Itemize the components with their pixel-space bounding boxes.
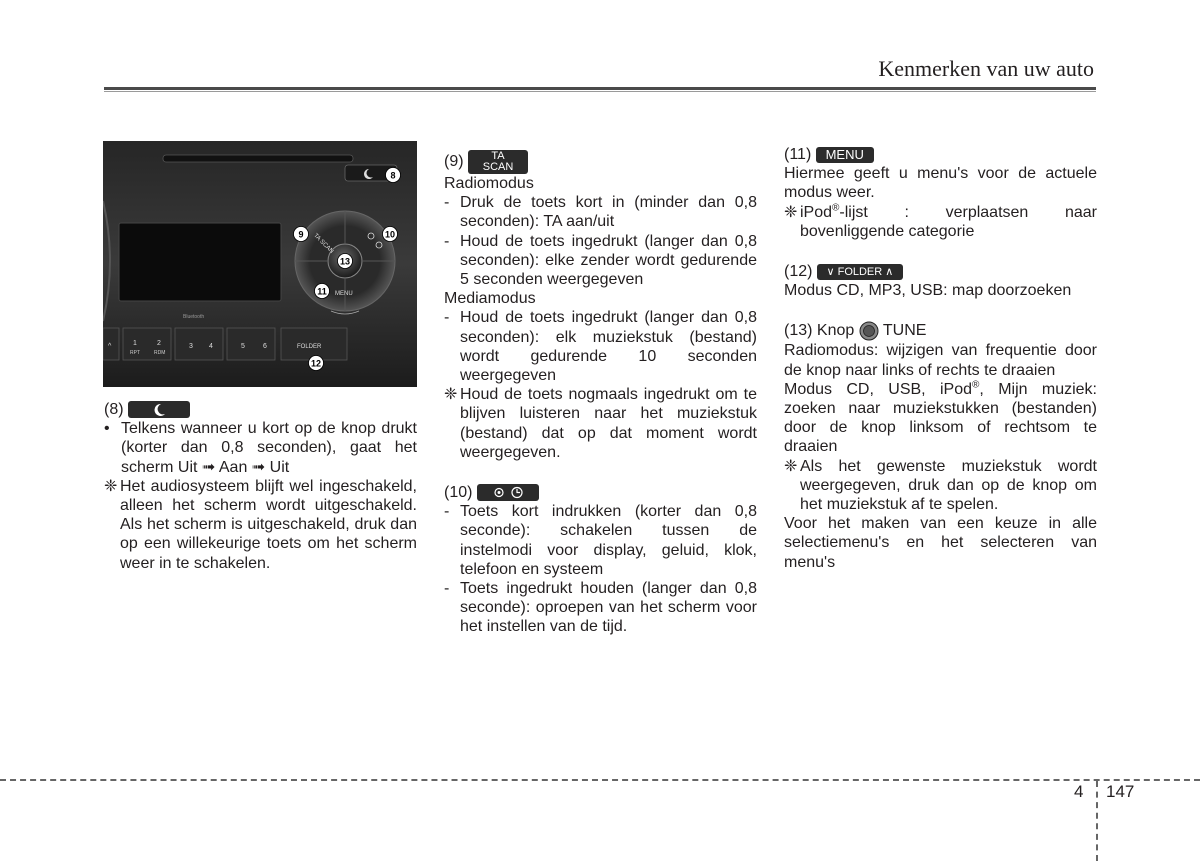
radio-item: - Houd de toets ingedrukt (langer dan 0,8 seconden): elke zender wordt gedurende 5 seconden weergegeven [444,232,757,289]
preset-6: 6 [263,343,267,350]
moon-key-icon [128,401,190,418]
bluetooth-label: Bluetooth [183,314,205,320]
preset-2-sub: RDM [154,350,166,356]
ta-scan-key: TA SCAN [468,150,528,174]
tune-knob-icon [859,321,879,341]
footer-divider [1096,781,1098,861]
preset-2: 2 [157,340,161,347]
section-8-bullet: • Telkens wanneer u kort op de knop drukt (korter dan 0,8 seconden), gaat het scherm Uit ➟ Aan ➟ Uit [104,420,417,476]
preset-1: 1 [133,340,137,347]
callout-9: 9 [298,229,304,240]
section-11-text: Hiermee geeft u menu's voor de actuele modus weer. [784,165,1097,202]
column-1 [104,400,417,573]
callout-13: 13 [339,256,351,267]
section-13-radio: Radiomodus: wijzigen van frequentie door de knop naar links of rechts te draaien [784,342,1097,379]
column-2 [444,150,757,637]
media-note: ❈ Houd de toets nogmaals ingedrukt om te blijven luisteren naar het muziekstuk (bestand) dat op dat moment wordt weergegeven. [444,386,757,461]
menu-label: MENU [335,291,353,297]
section-13-heading: (13) Knop TUNE [784,322,927,340]
svg-text:^: ^ [108,343,112,350]
preset-4: 4 [209,343,213,350]
folder-key: ∨ FOLDER ∧ [817,264,903,280]
preset-5: 5 [241,343,245,350]
setup-clock-key-icon [477,484,539,501]
header-rule [104,87,1096,90]
callout-12: 12 [310,358,322,369]
callout-8: 8 [390,170,396,181]
section-8-heading: (8) [104,400,417,419]
preset-1-sub: RPT [130,350,140,356]
chevron-down-icon: ∨ [826,265,835,278]
media-mode-heading: Mediamodus [444,290,536,308]
section-12-text: Modus CD, MP3, USB: map doorzoeken [784,282,1072,300]
section-10-heading: (10) [444,483,757,502]
section-11-note: ❈ iPod®-lijst : verplaatsen naar bovenliggende categorie [784,202,1097,240]
section-13-final: Voor het maken van een keuze in alle selectiemenu's en het selecteren van menu's [784,515,1097,571]
section-12-heading: (12) ∨ FOLDER ∧ [784,262,1097,281]
chapter-number: 4 [1074,782,1084,801]
running-header: Kenmerken van uw auto [878,56,1094,81]
section-13-media: Modus CD, USB, iPod®, Mijn muziek: zoeken naar muziekstukken (bestanden) door de knop linksom of rechtsom te draaien [784,379,1098,456]
ta-scan-label: TA SCAN [312,232,335,255]
page-number: 147 [1106,782,1135,801]
callout-10: 10 [384,229,396,240]
section-10-item: - Toets kort indrukken (korter dan 0,8 seconde): schakelen tussen de instelmodi voor display, geluid, klok, telefoon en systeem [444,503,757,578]
radio-item: - Druk de toets kort in (minder dan 0,8 seconden): TA aan/uit [444,194,757,231]
section-11-heading: (11) MENU [784,145,1097,164]
header-rule-thin [104,91,1096,92]
media-item: - Houd de toets ingedrukt (langer dan 0,8 seconden): elk muziekstuk (bestand) wordt gedurende 10 seconden weergegeven [444,309,757,385]
section-13-note: ❈ Als het gewenste muziekstuk wordt weergegeven, druk dan op de knop om het muziekstuk af te spelen. [784,457,1097,514]
column-3 [784,145,1097,572]
radio-mode-heading: Radiomodus [444,175,534,192]
section-8-note: ❈ Het audiosysteem blijft wel ingeschakeld, alleen het scherm wordt uitgeschakeld. Als het scherm is uitgeschakeld, druk dan op een willekeurige toets om het scherm weer in te schakelen. [104,477,417,572]
chevron-up-icon: ∧ [885,265,894,278]
callout-11: 11 [317,286,327,297]
footer-rule [0,779,1200,781]
folder-label: FOLDER [297,344,322,350]
section-9-heading: (9) TA SCAN [444,150,757,174]
menu-key: MENU [816,147,874,163]
section-10-item: - Toets ingedrukt houden (langer dan 0,8 seconde): oproepen van het scherm voor het instellen van de tijd. [444,580,757,636]
radio-panel-figure [103,141,417,387]
preset-3: 3 [189,343,193,350]
